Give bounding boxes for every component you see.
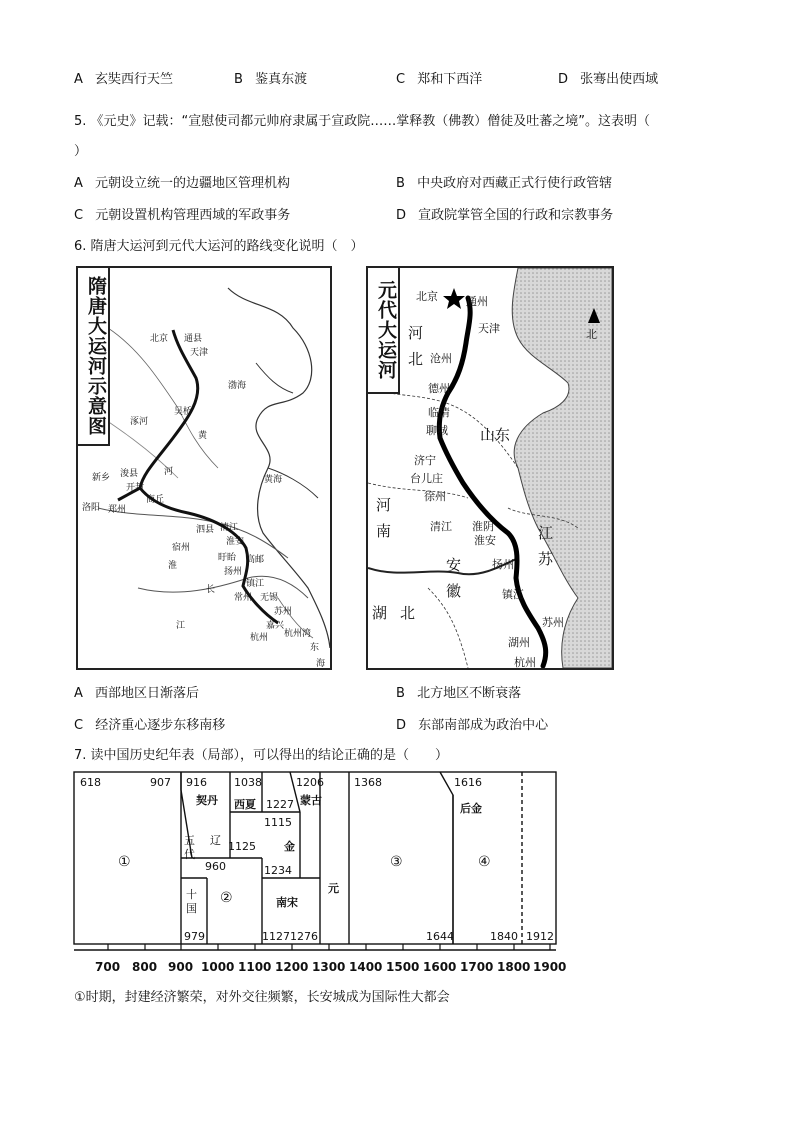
map1-label: 新乡 (92, 473, 111, 483)
map1-label: 黄海 (264, 475, 283, 485)
q7-stem: 7. 读中国历史纪年表（局部），可以得出的结论正确的是（ ） (74, 748, 449, 763)
option-text: 玄奘西行天竺 (95, 72, 174, 87)
axis-tick-label: 1000 (201, 960, 235, 974)
cell-year: 1227 (266, 798, 294, 811)
map1-label: 高邮 (246, 555, 265, 565)
map2-title: 元代大运河 (366, 266, 400, 394)
map2-label: 杭州 (514, 656, 536, 669)
map2-label: 河 (376, 496, 392, 514)
option-letter: A (74, 72, 83, 87)
map1-label: 河 (164, 467, 174, 477)
cell-later-jin: 后金 (460, 802, 482, 815)
map2-label: 河 (408, 324, 424, 342)
map2-label: 北 (400, 604, 416, 622)
option-text: 北方地区不断衰落 (417, 686, 522, 701)
cell-label-4: ④ (478, 854, 491, 870)
option-letter: B (396, 176, 405, 191)
axis-tick-label: 800 (132, 960, 158, 974)
cell-jin: 金 (284, 840, 295, 853)
map2-label: 徽 (446, 582, 462, 600)
axis-tick-label: 1200 (275, 960, 309, 974)
q4-option-b[interactable] (234, 68, 307, 87)
option-text: 张骞出使西域 (580, 72, 659, 87)
option-letter: A (74, 686, 83, 701)
map1-label: 吴桥 (174, 407, 193, 417)
cell-year: 1115 (264, 816, 292, 829)
map2-label: 扬州 (492, 558, 514, 571)
map2-label: 济宁 (414, 454, 436, 467)
map1-title: 隋唐大运河示意图 (76, 266, 110, 446)
map1-label: 无锡 (260, 593, 279, 603)
map1-label: 镇江 (246, 579, 265, 589)
map2-label: 苏 (538, 550, 554, 568)
option-letter: C (74, 208, 84, 223)
yuan-canal-map (366, 266, 614, 670)
option-letter: D (396, 208, 407, 223)
cell-southern-song: 南宋 (276, 896, 298, 909)
sui-tang-canal-map (76, 266, 332, 670)
map1-label: 洛阳 (82, 503, 101, 513)
axis-tick-label: 1500 (386, 960, 420, 974)
axis-tick-label: 1700 (460, 960, 494, 974)
axis-tick-label: 1600 (423, 960, 457, 974)
map2-label: 通州 (466, 295, 488, 308)
q6-stem: 6. 隋唐大运河到元代大运河的路线变化说明（ ） (74, 239, 364, 254)
map1-label: 盱眙 (218, 553, 237, 563)
option-letter: B (234, 72, 243, 87)
q4-option-c[interactable] (396, 68, 482, 87)
q4-option-d[interactable] (558, 68, 658, 87)
sui-tang-map-drawing (78, 268, 330, 668)
axis-tick-label: 900 (168, 960, 194, 974)
map2-label: 台儿庄 (410, 472, 443, 485)
map1-label: 泗县 (196, 525, 215, 535)
cell-year: 1912 (526, 930, 554, 943)
option-text: 中央政府对西藏正式行使行政管辖 (417, 176, 613, 191)
q4-option-a[interactable] (74, 68, 173, 87)
cell-year: 1368 (354, 776, 382, 789)
axis-tick-label: 1100 (238, 960, 272, 974)
cell-khitan: 契丹 (196, 794, 218, 807)
map1-label: 杭州湾 (284, 629, 312, 639)
map1-label: 淮安 (226, 537, 245, 547)
option-text: 宣政院掌管全国的行政和宗教事务 (418, 208, 614, 223)
map2-label: 南 (376, 522, 392, 540)
option-text: 元朝设置机构管理西域的军政事务 (95, 208, 291, 223)
option-letter: B (396, 686, 405, 701)
cell-yuan: 元 (328, 882, 339, 895)
cell-year: 1616 (454, 776, 482, 789)
map1-label: 通县 (184, 334, 203, 344)
cell-year: 979 (184, 930, 205, 943)
q5-stem-line2: ） (74, 144, 88, 159)
cell-year: 1206 (296, 776, 324, 789)
map1-label: 涿河 (130, 417, 149, 427)
cell-label-3: ③ (390, 854, 403, 870)
map2-label: 北 (408, 350, 424, 368)
option-text: 东部南部成为政治中心 (418, 718, 549, 733)
option-text: 经济重心逐步东移南移 (95, 718, 226, 733)
map2-label: 湖 (372, 604, 388, 622)
option-letter: D (396, 718, 407, 733)
cell-year: 916 (186, 776, 207, 789)
axis-tick-label: 1900 (533, 960, 567, 974)
map1-label: 海 (316, 659, 326, 669)
map1-label: 嘉兴 (266, 621, 285, 631)
map2-label: 北 (586, 328, 597, 341)
option-text: 西部地区日渐落后 (95, 686, 200, 701)
cell-five-dynasties: 五代 (184, 834, 195, 861)
map1-label: 杭州 (250, 633, 269, 643)
cell-liao: 辽 (210, 834, 221, 847)
map1-label: 常州 (234, 593, 253, 603)
option-letter: D (558, 72, 569, 87)
q6-option-a[interactable] (74, 682, 199, 701)
map2-label: 沧州 (430, 352, 452, 365)
map1-label: 渤海 (228, 381, 247, 391)
axis-tick-label: 1300 (312, 960, 346, 974)
axis-tick-label: 1400 (349, 960, 383, 974)
option-text: 郑和下西洋 (417, 72, 483, 87)
q6-option-b[interactable] (396, 682, 521, 701)
q6-option-d[interactable] (396, 714, 548, 733)
map1-label: 黄 (198, 431, 208, 441)
q5-option-c[interactable] (74, 204, 290, 223)
option-letter: C (396, 72, 406, 87)
map1-label: 商丘 (146, 495, 165, 505)
map1-label: 江 (176, 621, 186, 631)
cell-year: 960 (205, 860, 226, 873)
map2-label: 安 (446, 556, 462, 574)
map2-label: 清江 (430, 520, 452, 533)
cell-year: 1127 (262, 930, 290, 943)
option-text: 元朝设立统一的边疆地区管理机构 (95, 176, 291, 191)
cell-year: 1644 (426, 930, 454, 943)
map2-label: 天津 (478, 322, 500, 335)
map2-label: 德州 (428, 382, 450, 395)
axis-tick-label: 1800 (497, 960, 531, 974)
cell-year: 1125 (228, 840, 256, 853)
map1-label: 北京 (150, 334, 169, 344)
cell-western-xia: 西夏 (234, 798, 256, 811)
cell-year: 618 (80, 776, 101, 789)
cell-year: 1276 (290, 930, 318, 943)
map2-label: 临清 (428, 406, 450, 419)
cell-year: 907 (150, 776, 171, 789)
cell-mongol: 蒙古 (300, 794, 322, 807)
map1-label: 东 (310, 643, 320, 653)
map1-label: 天津 (190, 348, 209, 358)
map2-label: 徐州 (424, 490, 446, 503)
map1-label: 淮 (168, 561, 178, 571)
map2-label: 湖州 (508, 636, 530, 649)
map1-label: 开封 (126, 483, 145, 493)
map2-label: 苏州 (542, 616, 564, 629)
map2-label: 北京 (416, 290, 438, 303)
q5-stem-line1: 5. 《元史》记载：“宣慰使司都元帅府隶属于宣政院……掌释教（佛教）僧徒及吐蕃之境”。这表明（ (74, 114, 651, 129)
map1-label: 郑州 (108, 505, 127, 515)
map2-label: 聊城 (426, 424, 448, 437)
option-text: 鉴真东渡 (255, 72, 308, 87)
cell-label-2: ② (220, 890, 233, 906)
q5-option-a[interactable] (74, 172, 290, 191)
map2-label: 山东 (480, 426, 511, 444)
map1-label: 宿州 (172, 543, 191, 553)
map1-label: 清江 (220, 523, 239, 533)
map1-label: 苏州 (274, 607, 293, 617)
map1-label: 长 (206, 585, 216, 595)
cell-label-1: ① (118, 854, 131, 870)
q7-statement-1: ①时期，封建经济繁荣，对外交往频繁，长安城成为国际性大都会 (74, 990, 450, 1005)
cell-ten-kingdoms: 十国 (186, 888, 197, 915)
map1-label: 扬州 (224, 567, 243, 577)
axis-tick-label: 700 (95, 960, 121, 974)
option-letter: A (74, 176, 83, 191)
q6-option-c[interactable] (74, 714, 225, 733)
q5-option-d[interactable] (396, 204, 613, 223)
q5-option-b[interactable] (396, 172, 612, 191)
map2-label: 江 (538, 524, 554, 542)
cell-year: 1038 (234, 776, 262, 789)
cell-year: 1840 (490, 930, 518, 943)
map2-label: 淮阴 (472, 520, 494, 533)
map1-label: 浚县 (120, 469, 139, 479)
map2-label: 淮安 (474, 534, 496, 547)
cell-year: 1234 (264, 864, 292, 877)
option-letter: C (74, 718, 84, 733)
map2-label: 镇江 (502, 588, 524, 601)
